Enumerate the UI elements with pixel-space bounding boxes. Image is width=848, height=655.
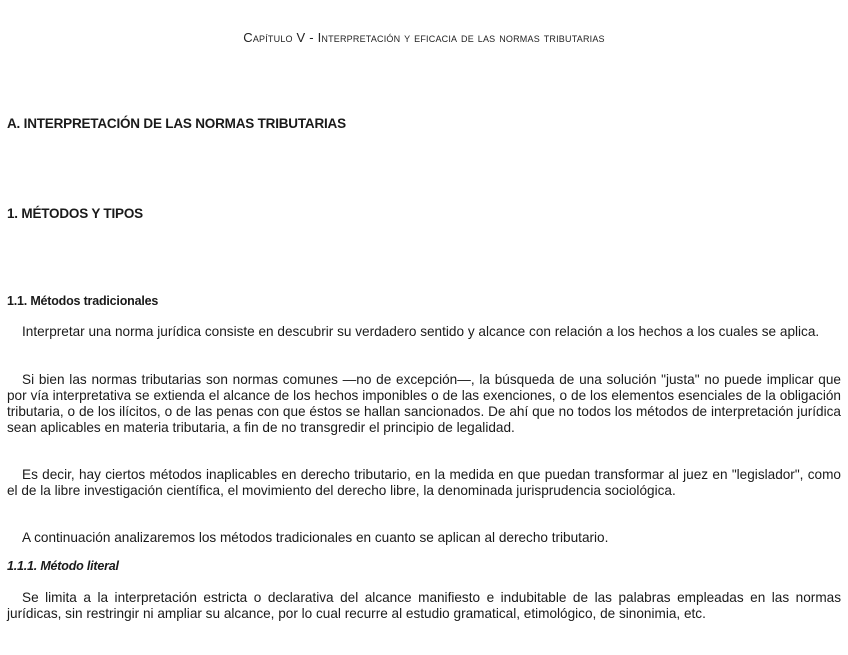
section-heading-1-1-1: 1.1.1. Método literal bbox=[7, 559, 119, 573]
paragraph-2: Si bien las normas tributarias son normas comunes —no de excepción—, la búsqueda de una solución "justa" no puede implicar que por vía interpretativa se extienda el alcance de los hechos imponibles o de las exenciones, o de los elementos esenciales de la obligación tributaria, o de los ilícitos, o de las penas con que éstos se hallan sancionados. De ahí que no todos los métodos de interpretación jurídica sean aplicables en materia tributaria, a fin de no transgredir el principio de legalidad. bbox=[7, 372, 841, 435]
section-heading-a: A. INTERPRETACIÓN DE LAS NORMAS TRIBUTARIAS bbox=[7, 116, 346, 131]
paragraph-5: Se limita a la interpretación estricta o declarativa del alcance manifiesto e indubitable de las palabras empleadas en las normas jurídicas, sin restringir ni ampliar su alcance, por lo cual recurre al estudio gramatical, etimológico, de sinonimia, etc. bbox=[7, 590, 841, 621]
running-header: Capítulo V - Interpretación y eficacia de las normas tributarias bbox=[243, 30, 605, 45]
section-heading-1: 1. MÉTODOS Y TIPOS bbox=[7, 206, 143, 221]
paragraph-1: Interpretar una norma jurídica consiste en descubrir su verdadero sentido y alcance con relación a los hechos a los cuales se aplica. bbox=[22, 324, 820, 339]
paragraph-4: A continuación analizaremos los métodos tradicionales en cuanto se aplican al derecho tributario. bbox=[22, 530, 609, 545]
section-heading-1-1: 1.1. Métodos tradicionales bbox=[7, 294, 159, 308]
paragraph-3: Es decir, hay ciertos métodos inaplicables en derecho tributario, en la medida en que puedan transformar al juez en "legislador", como el de la libre investigación científica, el movimiento del derecho libre, la denominada jurisprudencia sociológica. bbox=[7, 467, 841, 498]
